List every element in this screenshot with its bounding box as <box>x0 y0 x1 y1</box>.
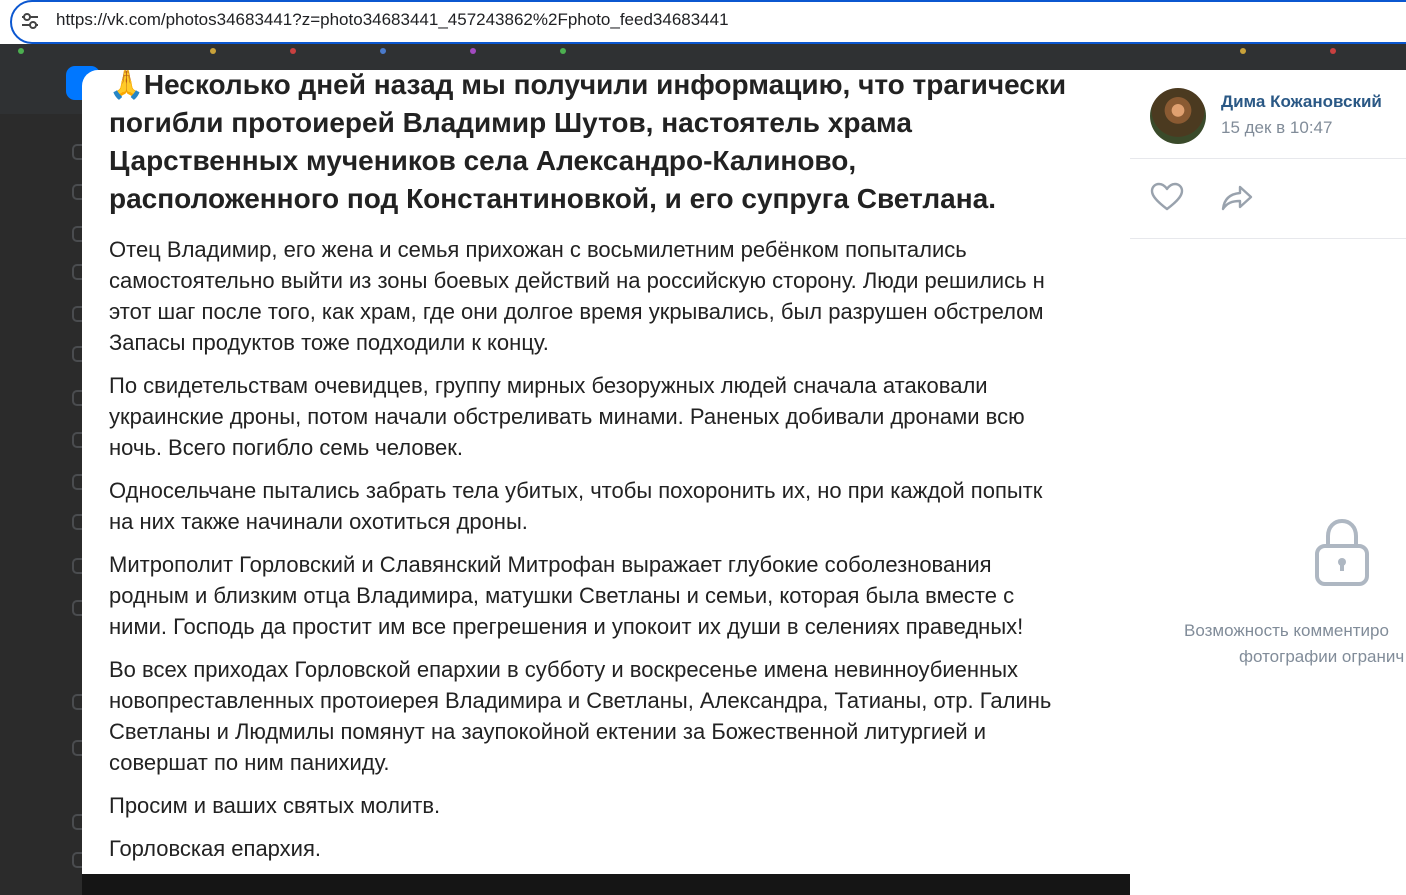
avatar[interactable] <box>1150 88 1206 144</box>
text-line: Отец Владимир, его жена и семья прихожан с восьмилетним ребёнком попытались <box>109 237 967 262</box>
comments-disabled-notice <box>1184 618 1406 670</box>
author-name-link[interactable]: Дима Кожановский <box>1221 92 1382 111</box>
text-line: Односельчане пытались забрать тела убитых, чтобы похоронить их, но при каждой попытк <box>109 478 1043 503</box>
garland-light-icon <box>470 48 476 54</box>
text-line: Запасы продуктов тоже подходили к концу. <box>109 330 549 355</box>
divider <box>1130 158 1406 159</box>
lock-icon <box>1312 516 1372 588</box>
divider <box>1130 238 1406 239</box>
text-line: ночь. Всего погибло семь человек. <box>109 435 463 460</box>
post-body <box>109 234 1130 874</box>
garland-light-icon <box>210 48 216 54</box>
title-line: погибли протоиерей Владимир Шутов, настоятель храма <box>109 107 912 138</box>
title-line: 🙏Несколько дней назад мы получили информацию, что трагически <box>109 70 1067 100</box>
text-line: По свидетельствам очевидцев, группу мирных безоружных людей сначала атаковали <box>109 373 988 398</box>
paragraph <box>109 475 1130 537</box>
paragraph <box>109 833 1130 864</box>
photo-info-panel <box>1130 70 1406 895</box>
garland-light-icon <box>380 48 386 54</box>
url-text[interactable]: https://vk.com/photos34683441?z=photo34683441_457243862%2Fphoto_feed34683441 <box>56 10 729 29</box>
paragraph <box>109 654 1130 778</box>
garland-light-icon <box>560 48 566 54</box>
photo-image[interactable] <box>82 70 1130 874</box>
text-line: Горловская епархия. <box>109 836 321 861</box>
text-line: самостоятельно выйти из зоны боевых действий на российскую сторону. Люди решились н <box>109 268 1045 293</box>
text-line: Во всех приходах Горловской епархии в субботу и воскресенье имена невинноубиенных <box>109 657 1019 682</box>
notice-line: фотографии огранич <box>1239 647 1405 666</box>
text-line: Просим и ваших святых молитв. <box>109 793 441 818</box>
text-line: родным и близким отца Владимира, матушки Светланы и семьи, которая была вместе с <box>109 583 1015 608</box>
garland-light-icon <box>290 48 296 54</box>
viewer-bottom-bar <box>82 874 1130 895</box>
garland-light-icon <box>1240 48 1246 54</box>
text-line: Митрополит Горловский и Славянский Митрофан выражает глубокие соболезнования <box>109 552 992 577</box>
post-date[interactable]: 15 дек в 10:47 <box>1221 118 1333 137</box>
paragraph <box>109 234 1130 358</box>
paragraph <box>109 370 1130 463</box>
tune-icon[interactable] <box>20 11 40 31</box>
heart-icon[interactable] <box>1150 182 1184 212</box>
garland-light-icon <box>18 48 24 54</box>
text-line: Светланы и Людмилы помянут на заупокойной ектении за Божественной литургией и <box>109 719 987 744</box>
paragraph <box>109 549 1130 642</box>
title-line: расположенного под Константиновкой, и его супруга Светлана. <box>109 183 996 214</box>
paragraph <box>109 790 1130 821</box>
text-line: совершат по ним панихиду. <box>109 750 390 775</box>
text-line: украинские дроны, потом начали обстреливать минами. Раненых добивали дронами всю <box>109 404 1025 429</box>
text-line: на них также начинали охотиться дроны. <box>109 509 528 534</box>
garland-light-icon <box>1330 48 1336 54</box>
text-line: этот шаг после того, как храм, где они долгое время укрывались, был разрушен обстрелом <box>109 299 1044 324</box>
text-line: новопреставленных протоиерея Владимира и Светланы, Александра, Татианы, отр. Галинь <box>109 688 1052 713</box>
text-line: ними. Господь да простит им все прегрешения и упокоит их души в селениях праведных! <box>109 614 1024 639</box>
notice-line: Возможность комментиро <box>1184 621 1389 640</box>
title-line: Царственных мучеников села Александро-Калиново, <box>109 145 857 176</box>
browser-address-bar <box>0 0 1406 44</box>
praying-hands-icon: 🙏 <box>109 70 144 100</box>
post-title <box>109 70 1130 218</box>
share-icon[interactable] <box>1220 184 1254 212</box>
